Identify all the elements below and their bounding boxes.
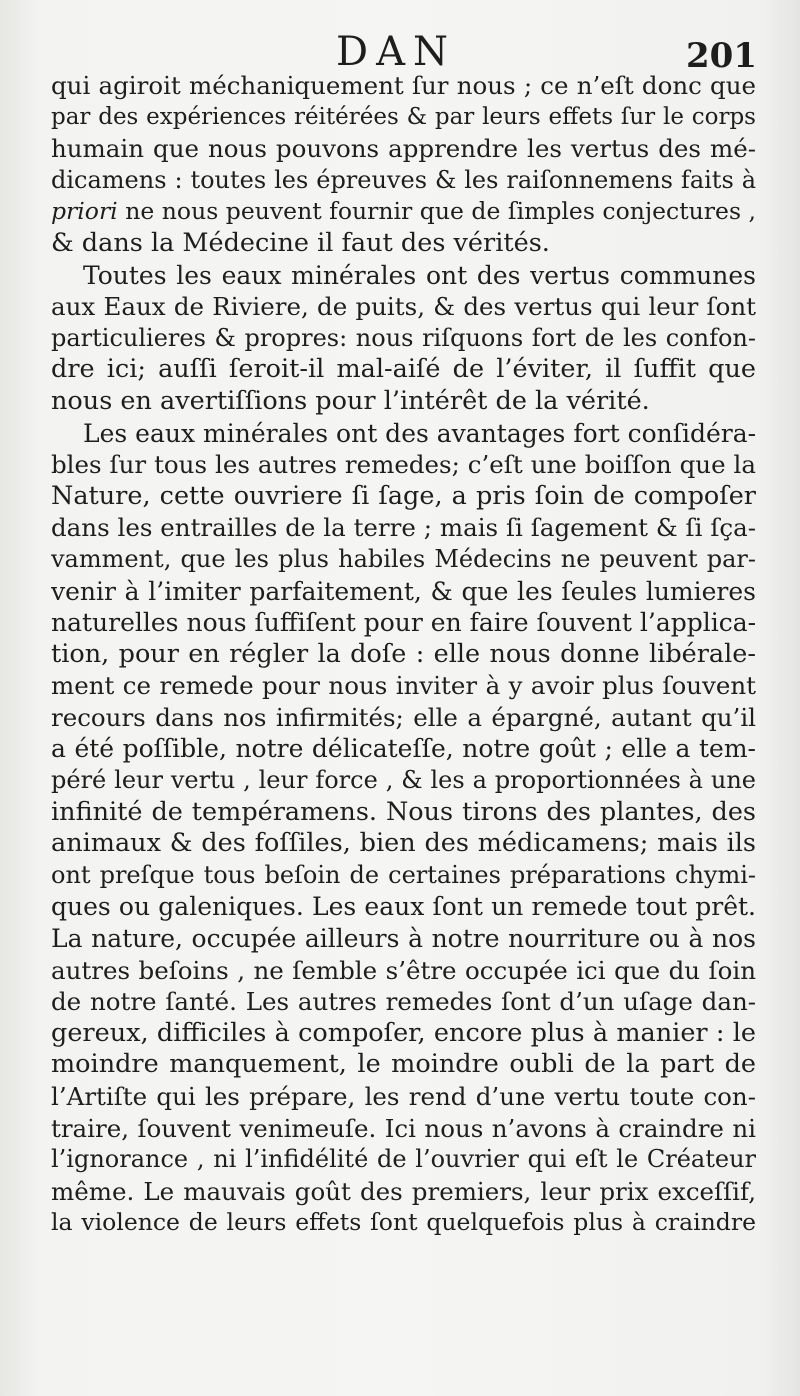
text-line: Nature, cette ouvriere ſi ſage, a pris ſoin de compoſer	[51, 480, 756, 511]
text-line: traire, ſouvent venimeuſe. Ici nous n’avons à craindre ni	[51, 1113, 756, 1143]
running-title: DAN	[336, 29, 456, 75]
text-line: ment ce remede pour nous inviter à y avoir plus ſouvent	[51, 671, 756, 701]
text-line: vamment, que les plus habiles Médecins ne peuvent par-	[51, 544, 756, 573]
text-line: autres beſoins , ne ſemble s’être occupée ici que du ſoin	[51, 955, 756, 985]
text-line: gereux, difficiles à compoſer, encore plus à manier : le	[51, 1017, 756, 1048]
text-line: dre ici; auſſi ſeroit-il mal-aiſé de l’éviter, il ſuffit que	[51, 354, 756, 385]
text-line: de notre ſanté. Les autres remedes ſont d’un uſage dan-	[51, 987, 756, 1017]
text-line: même. Le mauvais goût des premiers, leur prix exceſſif,	[51, 1176, 756, 1206]
body-text	[51, 70, 756, 1239]
running-head	[0, 22, 800, 74]
page-number: 201	[686, 36, 757, 76]
text-line: humain que nous pouvons apprendre les vertus des mé-	[51, 134, 756, 164]
text-line: venir à l’imiter parfaitement, & que les ſeules lumieres	[51, 576, 756, 606]
text-line: priori ne nous peuvent fournir que de ſimples conjectures ,	[51, 197, 756, 226]
text-line: infinité de tempéramens. Nous tirons des plantes, des	[51, 796, 756, 827]
text-line: dicamens : toutes les épreuves & les raiſonnemens faits à	[51, 165, 756, 194]
text-line: a été poſſible, notre délicateſſe, notre goût ; elle a tem-	[51, 734, 756, 764]
text-line: ques ou galeniques. Les eaux ſont un remede tout prêt.	[51, 892, 756, 922]
text-line: dans les entrailles de la terre ; mais ſi ſagement & ſi ſça-	[51, 513, 756, 543]
text-line: animaux & des foſſiles, bien des médicamens; mais ils	[51, 828, 756, 859]
text-line: naturelles nous ſuffiſent pour en faire ſouvent l’applica-	[51, 608, 756, 638]
text-line: aux Eaux de Riviere, de puits, & des vertus qui leur ſont	[51, 292, 756, 322]
text-line: particulieres & propres: nous riſquons fort de les confon-	[51, 323, 756, 352]
text-line: recours dans nos infirmités; elle a épargné, autant qu’il	[51, 702, 756, 732]
text-line: moindre manquement, le moindre oubli de la part de	[51, 1049, 756, 1080]
text-line: l’ignorance , ni l’infidélité de l’ouvrier qui eſt le Créateur	[51, 1145, 756, 1174]
text-line: nous en avertiſſions pour l’intérêt de la vérité.	[51, 385, 650, 416]
paragraph-start-line: Toutes les eaux minérales ont des vertus communes	[83, 260, 756, 290]
text-line: péré leur vertu , leur force , & les a proportionnées à une	[51, 766, 756, 795]
text-line: La nature, occupée ailleurs à notre nourriture ou à nos	[51, 924, 756, 954]
paragraph-start-line: Les eaux minérales ont des avantages fort conſidéra-	[83, 418, 756, 448]
text-line: tion, pour en régler la doſe : elle nous donne libérale-	[51, 638, 756, 669]
text-line: qui agiroit méchaniquement ſur nous ; ce n’eſt donc que	[51, 71, 756, 100]
text-line: bles ſur tous les autres remedes; c’eſt une boiſſon que la	[51, 450, 756, 480]
text-line: ont preſque tous beſoin de certaines préparations chymi-	[51, 860, 756, 889]
text-line: & dans la Médecine il faut des vérités.	[51, 227, 550, 258]
text-line: l’Artiſte qui les prépare, les rend d’une vertu toute con-	[51, 1082, 756, 1111]
text-line: par des expériences réitérées & par leurs effets ſur le corps	[51, 103, 756, 130]
text-line: la violence de leurs effets ſont quelquefois plus à craindre	[51, 1208, 756, 1237]
